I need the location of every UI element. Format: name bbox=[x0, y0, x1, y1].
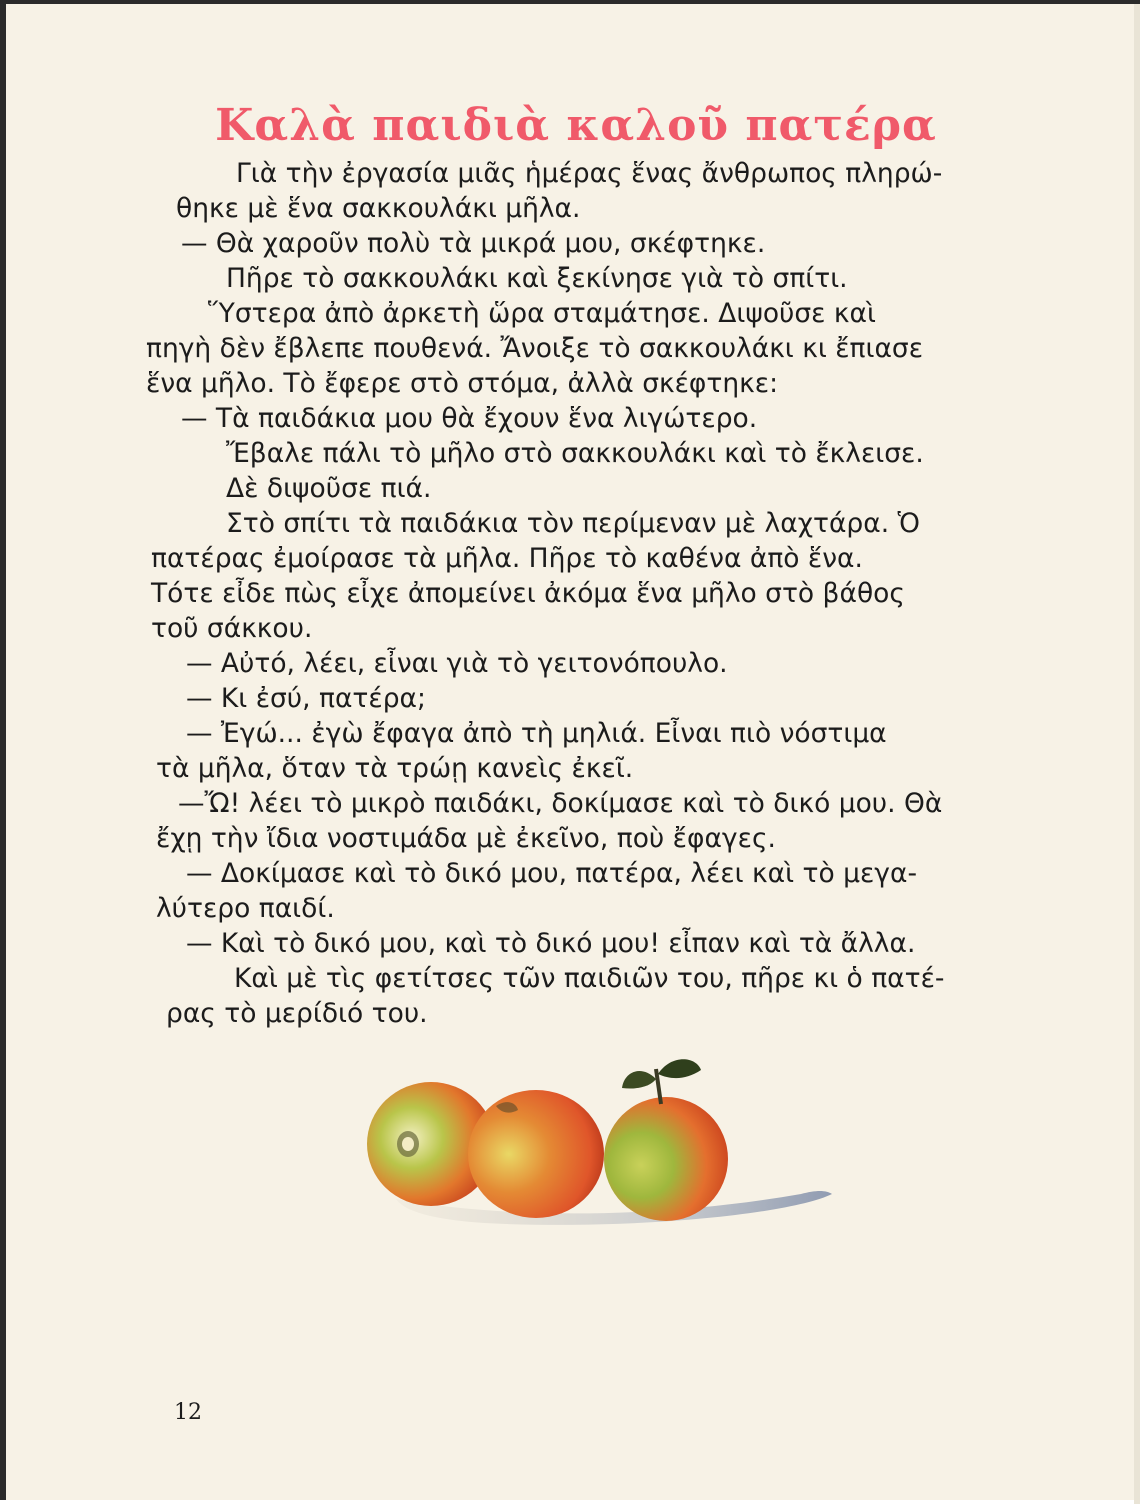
story-line: Πῆρε τὸ σακκουλάκι καὶ ξεκίνησε γιὰ τὸ σπίτι. bbox=[226, 263, 848, 294]
story-line: Γιὰ τὴν ἐργασία μιᾶς ἡμέρας ἕνας ἄνθρωπος πληρώ- bbox=[236, 158, 943, 189]
story-line: ἔχῃ τὴν ἴδια νοστιμάδα μὲ ἐκεῖνο, ποὺ ἔφαγες. bbox=[156, 823, 776, 854]
scan-edge bbox=[1134, 4, 1140, 1504]
story-line: — Δοκίμασε καὶ τὸ δικό μου, πατέρα, λέει καὶ τὸ μεγα- bbox=[186, 858, 918, 889]
story-title: Καλὰ παιδιὰ καλοῦ πατέρα bbox=[215, 100, 937, 151]
story-line: — Καὶ τὸ δικό μου, καὶ τὸ δικό μου! εἶπαν καὶ τὰ ἄλλα. bbox=[186, 928, 916, 959]
three-apples-illustration bbox=[356, 1044, 836, 1234]
story-line: — Τὰ παιδάκια μου θὰ ἔχουν ἕνα λιγώτερο. bbox=[181, 403, 758, 434]
story-line: Καὶ μὲ τὶς φετίτσες τῶν παιδιῶν του, πῆρε κι ὁ πατέ- bbox=[234, 963, 945, 994]
story-line: Ὕστερα ἀπὸ ἀρκετὴ ὥρα σταμάτησε. Διψοῦσε καὶ bbox=[208, 298, 876, 329]
page-number: 12 bbox=[174, 1400, 202, 1425]
story-line: λύτερο παιδί. bbox=[156, 893, 335, 924]
story-line: Στὸ σπίτι τὰ παιδάκια τὸν περίμεναν μὲ λαχτάρα. Ὁ bbox=[226, 508, 921, 539]
story-line: ρας τὸ μερίδιό του. bbox=[166, 998, 428, 1029]
story-line: Δὲ διψοῦσε πιά. bbox=[226, 473, 432, 504]
story-line: Τότε εἶδε πὼς εἶχε ἀπομείνει ἀκόμα ἕνα μῆλο στὸ βάθος bbox=[151, 578, 905, 609]
story-line: — Θὰ χαροῦν πολὺ τὰ μικρά μου, σκέφτηκε. bbox=[181, 228, 766, 259]
story-line: πατέρας ἐμοίρασε τὰ μῆλα. Πῆρε τὸ καθένα ἀπὸ ἕνα. bbox=[151, 543, 863, 574]
story-line: — Ἐγώ... ἐγὼ ἔφαγα ἀπὸ τὴ μηλιά. Εἶναι πιὸ νόστιμα bbox=[186, 718, 887, 749]
story-line: —Ὤ! λέει τὸ μικρὸ παιδάκι, δοκίμασε καὶ τὸ δικό μου. Θὰ bbox=[178, 788, 943, 819]
story-line: θηκε μὲ ἕνα σακκουλάκι μῆλα. bbox=[176, 193, 581, 224]
story-line: τὰ μῆλα, ὅταν τὰ τρώῃ κανεὶς ἐκεῖ. bbox=[156, 753, 634, 784]
story-line: πηγὴ δὲν ἔβλεπε πουθενά. Ἄνοιξε τὸ σακκουλάκι κι ἔπιασε bbox=[146, 333, 924, 364]
story-text bbox=[146, 156, 1056, 1031]
story-line: τοῦ σάκκου. bbox=[151, 613, 313, 644]
story-line: ἕνα μῆλο. Τὸ ἔφερε στὸ στόμα, ἀλλὰ σκέφτηκε: bbox=[146, 368, 779, 399]
story-line: — Αὐτό, λέει, εἶναι γιὰ τὸ γειτονόπουλο. bbox=[186, 648, 728, 679]
story-line: Ἔβαλε πάλι τὸ μῆλο στὸ σακκουλάκι καὶ τὸ ἔκλεισε. bbox=[226, 438, 924, 469]
story-line: — Κι ἐσύ, πατέρα; bbox=[186, 683, 426, 714]
